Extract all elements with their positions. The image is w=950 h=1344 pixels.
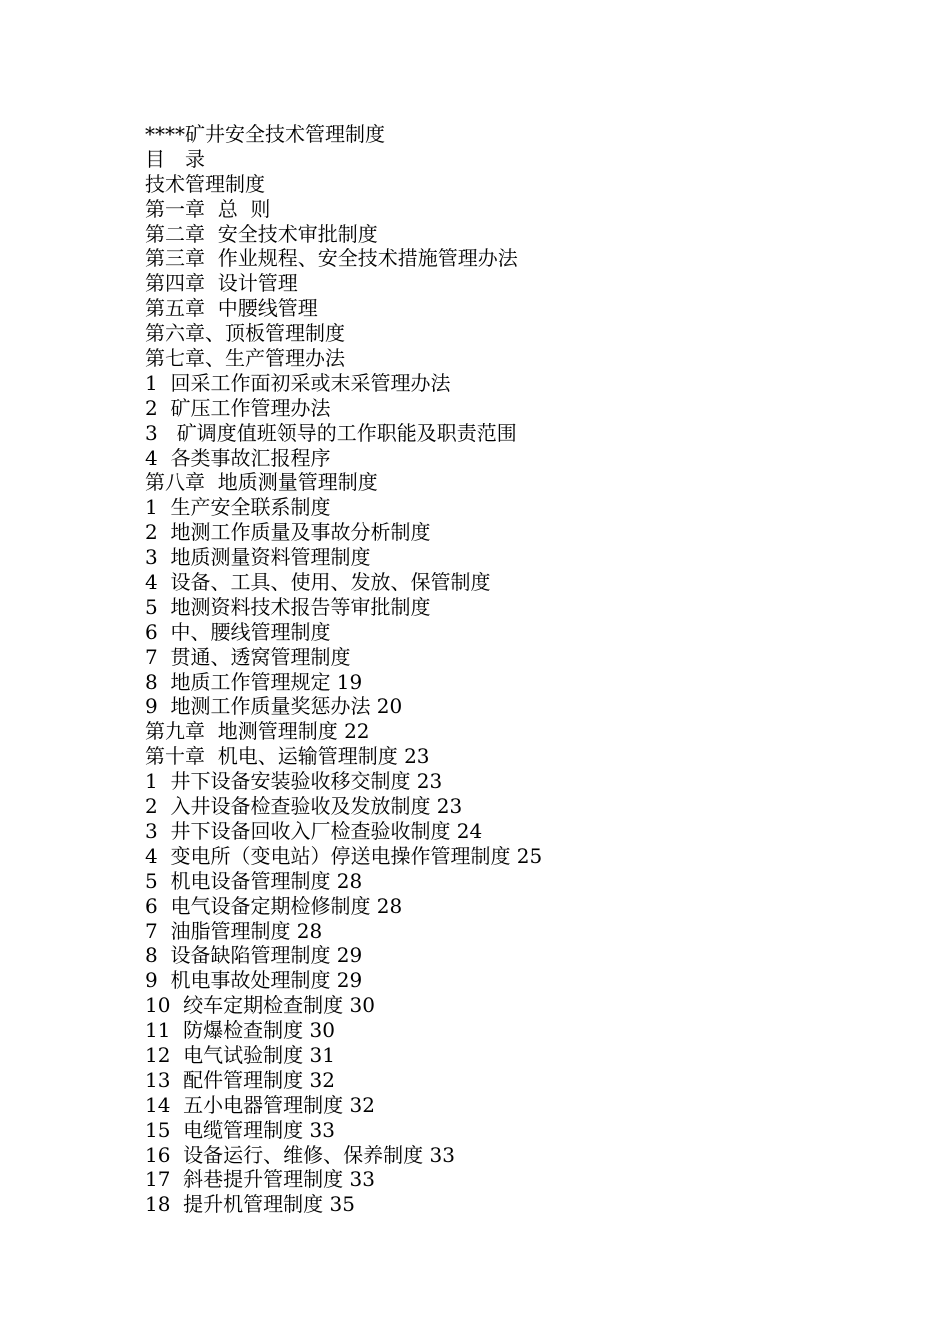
toc-line: 17 斜巷提升管理制度 33 xyxy=(145,1167,375,1192)
toc-heading: 目 录 xyxy=(145,146,205,171)
toc-line: 6 中、腰线管理制度 xyxy=(145,619,331,644)
toc-line: 1 井下设备安装验收移交制度 23 xyxy=(145,769,443,794)
toc-line: 第九章 地测管理制度 22 xyxy=(145,719,370,744)
toc-line: 1 生产安全联系制度 xyxy=(145,495,331,520)
toc-line: 5 机电设备管理制度 28 xyxy=(145,868,363,893)
toc-line: 9 机电事故处理制度 29 xyxy=(145,968,363,993)
toc-line: 第三章 作业规程、安全技术措施管理办法 xyxy=(145,246,518,271)
toc-line: 4 各类事故汇报程序 xyxy=(145,445,331,470)
toc-line: 11 防爆检查制度 30 xyxy=(145,1018,335,1043)
toc-line: 7 贯通、透窝管理制度 xyxy=(145,644,351,669)
toc-line: 13 配件管理制度 32 xyxy=(145,1067,335,1092)
toc-line: 15 电缆管理制度 33 xyxy=(145,1117,335,1142)
toc-line: 5 地测资料技术报告等审批制度 xyxy=(145,594,431,619)
toc-line: 8 设备缺陷管理制度 29 xyxy=(145,943,363,968)
toc-line: 18 提升机管理制度 35 xyxy=(145,1192,355,1217)
toc-line: 第六章、顶板管理制度 xyxy=(145,321,345,346)
toc-line: 2 入井设备检查验收及发放制度 23 xyxy=(145,794,463,819)
toc-line: 第十章 机电、运输管理制度 23 xyxy=(145,744,430,769)
toc-line: 8 地质工作管理规定 19 xyxy=(145,669,363,694)
toc-line: 3 井下设备回收入厂检查验收制度 24 xyxy=(145,818,483,843)
toc-line: 3 地质测量资料管理制度 xyxy=(145,545,371,570)
toc-line: 12 电气试验制度 31 xyxy=(145,1042,335,1067)
toc-line: 第四章 设计管理 xyxy=(145,271,298,296)
toc-line: 16 设备运行、维修、保养制度 33 xyxy=(145,1142,455,1167)
toc-line: 7 油脂管理制度 28 xyxy=(145,918,323,943)
toc-line: 2 地测工作质量及事故分析制度 xyxy=(145,520,431,545)
toc-line: 第八章 地质测量管理制度 xyxy=(145,470,378,495)
toc-line: 第二章 安全技术审批制度 xyxy=(145,221,378,246)
toc-line: 第七章、生产管理办法 xyxy=(145,346,345,371)
toc-line: 技术管理制度 xyxy=(145,171,265,196)
toc-line: 第一章 总 则 xyxy=(145,196,271,221)
toc-line: 6 电气设备定期检修制度 28 xyxy=(145,893,403,918)
document-title: ****矿井安全技术管理制度 xyxy=(145,122,385,146)
toc-line: 3 矿调度值班领导的工作职能及职责范围 xyxy=(145,420,517,445)
toc-line: 2 矿压工作管理办法 xyxy=(145,395,331,420)
toc-line: 4 设备、工具、使用、发放、保管制度 xyxy=(145,570,491,595)
toc-line: 9 地测工作质量奖惩办法 20 xyxy=(145,694,403,719)
toc-line: 第五章 中腰线管理 xyxy=(145,296,318,321)
toc-line: 1 回采工作面初采或末采管理办法 xyxy=(145,370,451,395)
toc-line: 4 变电所（变电站）停送电操作管理制度 25 xyxy=(145,843,543,868)
document-content xyxy=(145,122,845,1217)
toc-line: 10 绞车定期检查制度 30 xyxy=(145,993,375,1018)
toc-line: 14 五小电器管理制度 32 xyxy=(145,1092,375,1117)
